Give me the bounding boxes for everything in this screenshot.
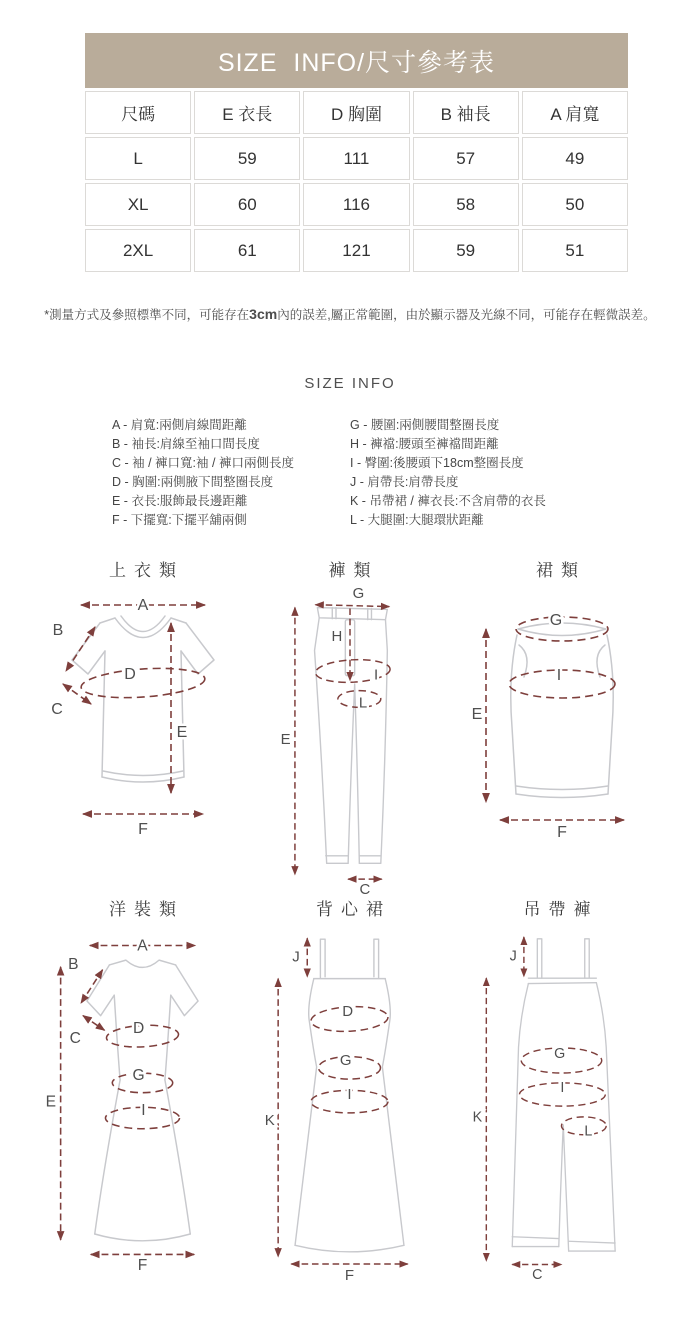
sleeves xyxy=(87,965,198,1016)
measure-label-j: J xyxy=(292,948,300,966)
measure-label-e: E xyxy=(472,706,483,723)
table-row xyxy=(85,183,628,226)
inner-legs xyxy=(348,684,359,863)
diagram-cell-overalls xyxy=(453,895,661,1281)
measure-line-b xyxy=(66,627,95,671)
left-cuff xyxy=(512,1237,559,1247)
note-text-1: *測量方式及參照標準不同，可能存在 xyxy=(44,308,250,322)
measure-ellipse-i xyxy=(509,670,615,698)
value-cell: 59 xyxy=(413,229,519,272)
vest-dress-diagram xyxy=(265,926,434,1281)
inner-legs xyxy=(559,1125,569,1251)
note-text-2: 內的誤差,屬正常範圍，由於顯示器及光線不同，可能存在輕微誤差。 xyxy=(277,308,656,322)
diagram-cell-pants xyxy=(246,556,453,895)
column-header-bust: D 胸圍 xyxy=(303,91,409,134)
value-cell: 51 xyxy=(522,229,628,272)
dress-outline xyxy=(87,960,198,1241)
measure-label-f: F xyxy=(137,1257,148,1272)
legend-column-right xyxy=(350,416,588,530)
measure-label-i: I xyxy=(560,1079,565,1096)
right-side xyxy=(607,635,613,794)
right-side xyxy=(382,979,404,1246)
measure-label-e: E xyxy=(280,730,291,748)
measure-label-a: A xyxy=(137,937,148,955)
legend xyxy=(112,416,700,530)
column-header-length: E 衣長 xyxy=(194,91,300,134)
measure-line-b xyxy=(81,970,102,1003)
measure-label-h: H xyxy=(331,628,342,646)
left-cuff xyxy=(325,856,347,863)
measure-label-k: K xyxy=(472,1109,483,1126)
legend-item: H - 褲襠:腰頭至褲襠間距離 xyxy=(350,437,499,451)
measure-label-e: E xyxy=(45,1093,57,1111)
legend-item: I - 臀圍:後腰頭下18cm整圈長度 xyxy=(350,456,524,470)
right-outer xyxy=(380,620,387,864)
hem xyxy=(516,786,608,798)
bib-top xyxy=(528,978,596,983)
measure-label-g: G xyxy=(554,1045,566,1062)
value-cell: 111 xyxy=(303,137,409,180)
hem xyxy=(95,1234,191,1241)
size-table-title: SIZE INFO/尺寸參考表 xyxy=(85,33,628,88)
size-table xyxy=(82,88,631,275)
diagram-cell-skirts xyxy=(453,556,661,895)
measure-label-f: F xyxy=(137,821,148,837)
measure-label-i: I xyxy=(347,1085,352,1103)
legend-column-left xyxy=(112,416,350,530)
measurement-note xyxy=(0,305,700,323)
legend-item: J - 肩帶長:肩帶長度 xyxy=(350,475,459,489)
right-cuff xyxy=(359,856,380,863)
left-side xyxy=(511,635,517,794)
measure-label-b: B xyxy=(68,955,79,973)
measure-label-e: E xyxy=(176,724,187,741)
measure-label-f: F xyxy=(557,824,567,841)
fly-placket xyxy=(345,620,354,676)
measure-ellipse-d xyxy=(80,665,206,702)
skirts-diagram xyxy=(472,587,642,842)
size-cell: L xyxy=(85,137,191,180)
measure-label-k: K xyxy=(265,1112,275,1130)
value-cell: 60 xyxy=(194,183,300,226)
value-cell: 49 xyxy=(522,137,628,180)
tshirt-outline xyxy=(72,616,214,782)
value-cell: 116 xyxy=(303,183,409,226)
diagram-title: 洋裝類 xyxy=(109,900,184,919)
measure-label-g: G xyxy=(549,612,563,629)
measure-label-c: C xyxy=(532,1266,543,1280)
diagram-grid xyxy=(39,556,661,1281)
size-info-heading: SIZE INFO xyxy=(304,375,396,392)
measure-label-l: L xyxy=(358,694,367,712)
left-outer xyxy=(314,618,326,863)
overalls-diagram xyxy=(472,926,642,1280)
size-table-section xyxy=(85,33,628,275)
measure-label-d: D xyxy=(123,666,136,683)
collar-outer xyxy=(115,618,171,638)
measure-label-c: C xyxy=(50,701,63,718)
legend-item: L - 大腿圍:大腿環狀距離 xyxy=(350,513,484,527)
legend-item: B - 袖長:肩線至袖口間長度 xyxy=(112,437,260,451)
left-side xyxy=(512,984,528,1247)
diagram-cell-tops xyxy=(39,556,246,895)
shoulders xyxy=(100,618,186,623)
measure-line-c xyxy=(63,684,91,704)
hem xyxy=(295,1245,404,1252)
size-cell: XL xyxy=(85,183,191,226)
legend-item: F - 下擺寬:下擺平舖兩側 xyxy=(112,513,247,527)
skirt-outline xyxy=(511,623,613,798)
table-row xyxy=(85,137,628,180)
pants-diagram xyxy=(280,587,420,895)
measure-label-b: B xyxy=(52,622,63,639)
tops-diagram xyxy=(43,587,243,837)
neckline xyxy=(109,960,175,967)
legend-item: E - 衣長:服飾最長邊距離 xyxy=(112,494,248,508)
column-header-sleeve: B 袖長 xyxy=(413,91,519,134)
measure-label-d: D xyxy=(342,1003,354,1021)
measure-label-i: I xyxy=(556,667,562,684)
measure-line-c xyxy=(83,1016,104,1031)
legend-item: K - 吊帶裙 / 褲衣長:不含肩帶的衣長 xyxy=(350,494,546,508)
diagram-cell-dress xyxy=(39,895,246,1281)
measure-label-i: I xyxy=(373,666,378,684)
diagram-title: 褲類 xyxy=(328,561,379,580)
waistband xyxy=(317,608,387,620)
value-cell: 58 xyxy=(413,183,519,226)
legend-item: C - 袖 / 褲口寬:袖 / 褲口兩側長度 xyxy=(112,456,294,470)
value-cell: 57 xyxy=(413,137,519,180)
collar-inner xyxy=(121,616,165,632)
dress-diagram xyxy=(45,926,240,1272)
legend-item: G - 腰圍:兩側腰間整圈長度 xyxy=(350,418,500,432)
measure-label-g: G xyxy=(352,587,364,603)
value-cell: 59 xyxy=(194,137,300,180)
measure-line-g xyxy=(315,605,389,607)
measure-ellipse-i xyxy=(314,658,390,684)
measure-label-l: L xyxy=(584,1123,593,1140)
diagram-title: 裙類 xyxy=(536,561,586,580)
legend-item: D - 胸圍:兩側腋下間整圈長度 xyxy=(112,475,274,489)
value-cell: 121 xyxy=(303,229,409,272)
pants-outline xyxy=(314,608,387,864)
measure-label-d: D xyxy=(132,1020,145,1038)
measure-label-g: G xyxy=(339,1052,352,1070)
straps xyxy=(320,939,378,977)
straps xyxy=(537,939,589,978)
measure-label-c: C xyxy=(69,1029,81,1047)
value-cell: 50 xyxy=(522,183,628,226)
left-side xyxy=(295,979,317,1246)
right-side xyxy=(596,983,615,1251)
measure-label-j: J xyxy=(509,948,517,965)
legend-item: A - 肩寬:兩側肩線間距離 xyxy=(112,418,247,432)
diagram-title: 上衣類 xyxy=(109,561,184,580)
diagram-title: 吊帶褲 xyxy=(523,900,599,919)
size-cell: 2XL xyxy=(85,229,191,272)
note-emphasis: 3cm xyxy=(249,306,278,322)
diagram-title: 背心裙 xyxy=(316,900,391,919)
measure-label-f: F xyxy=(344,1267,355,1281)
measure-label-g: G xyxy=(132,1066,145,1084)
measure-label-c: C xyxy=(359,881,370,895)
value-cell: 61 xyxy=(194,229,300,272)
right-cuff xyxy=(569,1241,616,1251)
table-row xyxy=(85,229,628,272)
column-header-shoulder: A 肩寬 xyxy=(522,91,628,134)
diagram-cell-vest-dress xyxy=(246,895,453,1281)
measure-label-i: I xyxy=(141,1102,146,1120)
size-table-header-row xyxy=(85,91,628,134)
measure-label-a: A xyxy=(137,597,148,614)
column-header-size: 尺碼 xyxy=(85,91,191,134)
